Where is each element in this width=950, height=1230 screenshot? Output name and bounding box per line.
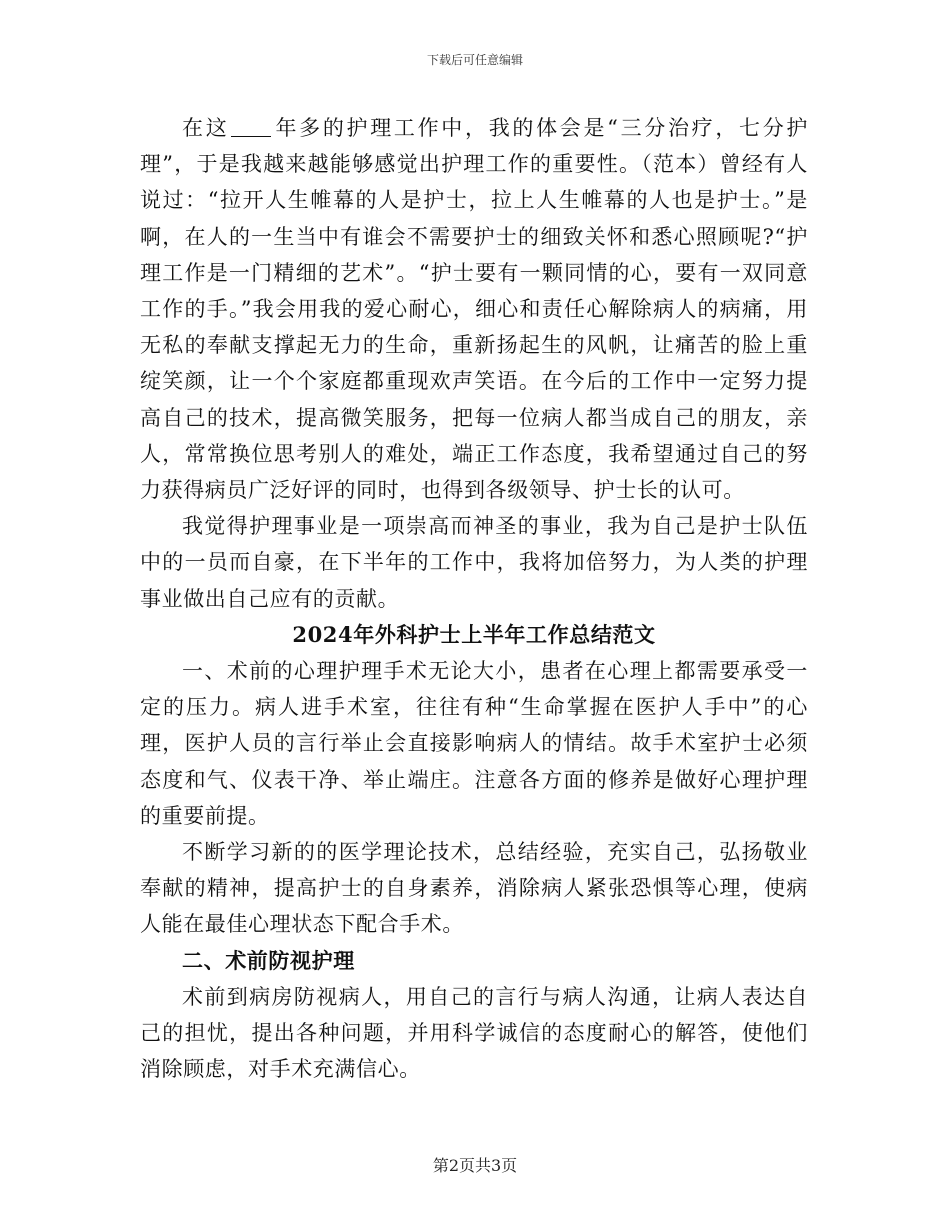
paragraph-1-text: 年多的护理工作中，我的体会是“三分治疗，七分护理”，于是我越来越能够感觉出护理工作的重要性。（范本）曾经有人说过：“拉开人生帷幕的人是护士，拉上人生帷幕的人也是护士。”是啊，在人的一生当中有谁会不需要护士的细致关怀和悉心照顾呢?“护理工作是一门精细的艺术”。“护士要有一颗同情的心，要有一双同意工作的手。”我会用我的爱心耐心，细心和责任心解除病人的病痛，用无私的奉献支撑起无力的生命，重新扬起生的风帆，让痛苦的脸上重绽笑颜，让一个个家庭都重现欢声笑语。在今后的工作中一定努力提高自己的技术，提高微笑服务，把每一位病人都当成自己的朋友，亲人，常常换位思考别人的难处，端正工作态度，我希望通过自己的努力获得病员广泛好评的同时，也得到各级领导、护士长的认可。: [140, 116, 808, 503]
paragraph-5: 术前到病房防视病人，用自己的言行与病人沟通，让病人表达自己的担忧，提出各种问题，并用科学诚信的态度耐心的解答，使他们消除顾虑，对手术充满信心。: [140, 984, 808, 1082]
paragraph-1-prefix: 在这: [182, 116, 230, 140]
paragraph-4: 不断学习新的的医学理论技术，总结经验，充实自己，弘扬敬业奉献的精神，提高护士的自身素养，消除病人紧张恐惧等心理，使病人能在最佳心理状态下配合手术。: [140, 840, 808, 937]
paragraph-2: 我觉得护理事业是一项崇高而神圣的事业，我为自己是护士队伍中的一员而自豪，在下半年的工作中，我将加倍努力，为人类的护理事业做出自己应有的贡献。: [140, 514, 808, 611]
paragraph-3: 一、术前的心理护理手术无论大小，患者在心理上都需要承受一定的压力。病人进手术室，往往有种“生命掌握在医护人手中”的心理，医护人员的言行举止会直接影响病人的情结。故手术室护士必须态度和气、仪表干净、举止端庄。注意各方面的修养是做好心理护理的重要前提。: [140, 659, 808, 828]
paragraph-1: [140, 110, 808, 508]
document-body: [140, 110, 808, 1087]
blank-underline: [231, 115, 271, 137]
section-title: 2024年外科护士上半年工作总结范文: [292, 621, 656, 647]
page-header: 下载后可任意编辑: [426, 53, 523, 67]
page-footer: 第2页共3页: [432, 1156, 518, 1175]
subheading-2: 二、术前防视护理: [182, 947, 355, 973]
